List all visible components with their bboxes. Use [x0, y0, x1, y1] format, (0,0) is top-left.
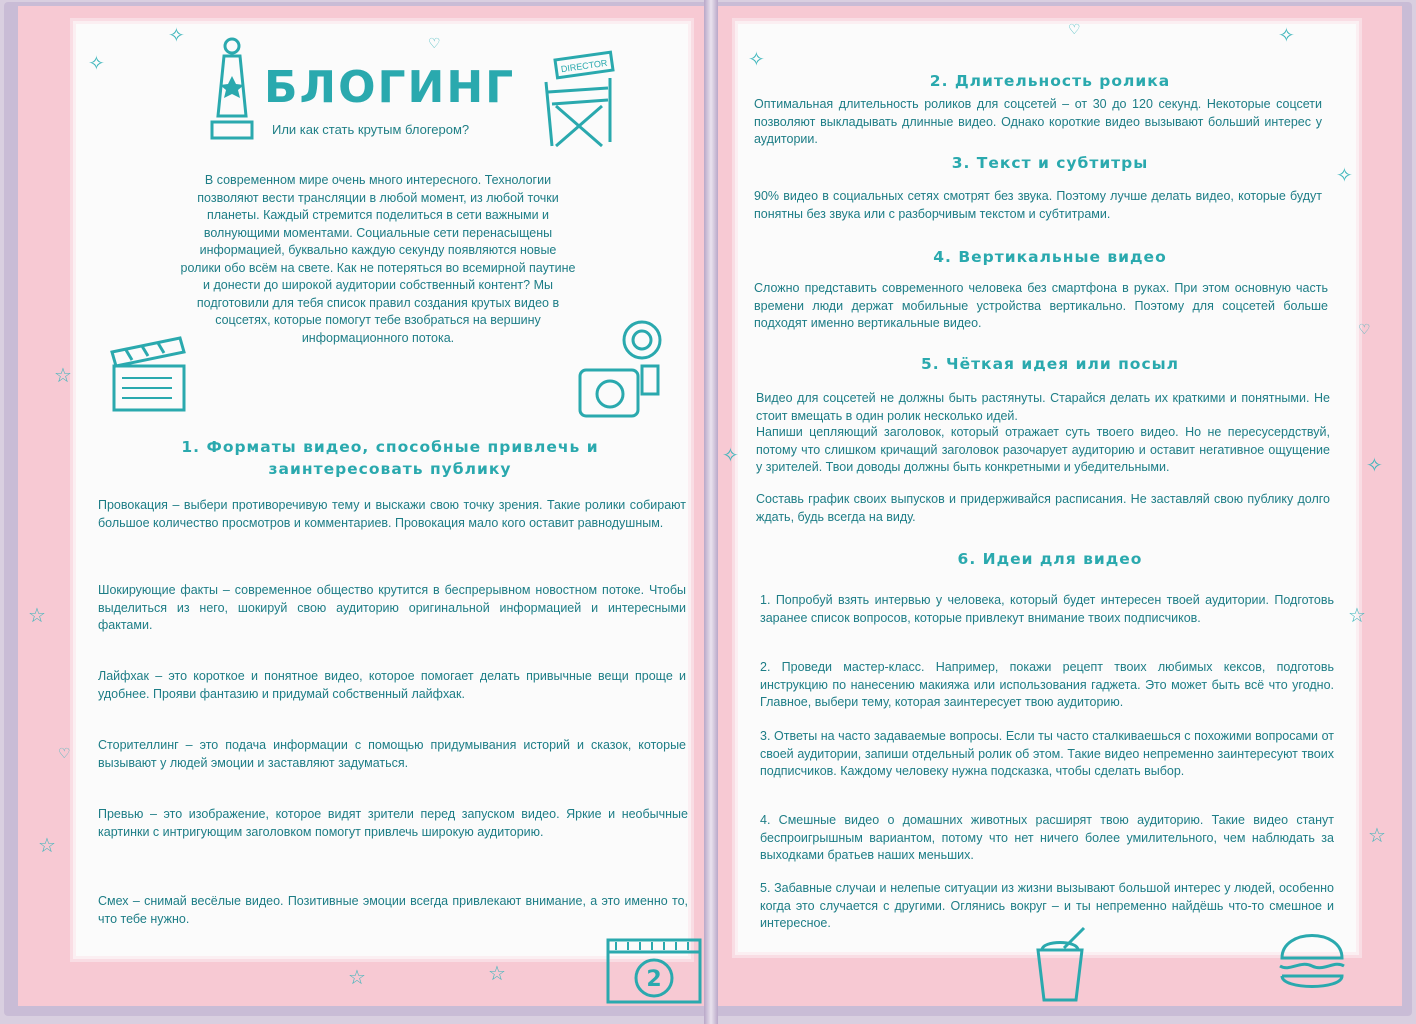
star-icon: ✧: [88, 53, 105, 75]
star-icon: ✧: [168, 25, 185, 47]
burger-icon: [1276, 926, 1348, 998]
star-icon: ✧: [1278, 25, 1295, 47]
page-subtitle: Или как стать крутым блогером?: [272, 122, 470, 137]
format-paragraph: Провокация – выбери противоречивую тему и выскажи свою точку зрения. Такие ролики собирают большое количество просмотров и комментариев. Провокация мало кого оставит равнодушным.: [98, 498, 686, 530]
section-title: 6. Идеи для видео: [957, 550, 1143, 568]
idea-item: 5. Забавные случаи и нелепые ситуации из жизни вызывают большой интерес у людей, особенно когда это случается с другими. Оглянись вокруг – и ты непременно найдёшь что-то смешное и интересное.: [760, 881, 1334, 930]
format-paragraph: Шокирующие факты – современное общество крутится в беспрерывном новостном потоке. Чтобы выделиться из него, шокируй свою аудиторию оригинальной информацией и интересными фактами.: [98, 583, 686, 632]
section-text: 90% видео в социальных сетях смотрят без звука. Поэтому лучше делать видео, которые будут понятны без звука или с разборчивым текстом и субтитрами.: [754, 189, 1322, 221]
director-label: DIRECTOR: [560, 57, 609, 75]
section-text: Составь график своих выпусков и придерживайся расписания. Не заставляй свою публику долго ждать, будь всегда на виду.: [756, 492, 1330, 524]
section-text: Сложно представить современного человека без смартфона в руках. При этом основную часть времени люди держат мобильные устройства вертикально. Поэтому для соцсетей больше подходят именно вертикальные видео.: [754, 281, 1328, 330]
section-text: Напиши цепляющий заголовок, который отражает суть твоего видео. Но не пересусердствуй, потому что слишком кричащий заголовок разочарует аудиторию и оставит негативное ощущение у зрителей. Твои доводы должны быть конкретными и убедительными.: [756, 425, 1330, 474]
section-text: Оптимальная длительность роликов для соцсетей – от 30 до 120 секунд. Некоторые соцсети позволяют выкладывать длинные видео. Однако короткие видео вызывают больший интерес у аудитории.: [754, 97, 1322, 146]
star-icon: ✧: [748, 49, 765, 71]
camera-icon: [576, 318, 672, 422]
section-text: Видео для соцсетей не должны быть растянуты. Старайся делать их краткими и понятными. Не стоит вмещать в один ролик несколько идей.: [756, 391, 1330, 423]
heart-icon: ♡: [428, 35, 441, 51]
section-title: 1. Форматы видео, способные привлечь и заинтересовать публику: [181, 438, 599, 478]
star-icon: ☆: [28, 605, 46, 627]
heart-icon: ♡: [1068, 21, 1081, 37]
film-countdown-icon: [606, 938, 702, 1002]
director-chair-icon: [538, 52, 622, 148]
section-title: 5. Чёткая идея или посыл: [920, 355, 1180, 373]
star-icon: ☆: [1368, 825, 1386, 847]
star-icon: ☆: [488, 963, 506, 985]
intro-text: В современном мире очень много интересного. Технологии позволяют вести трансляции в любой момент, из любой точки планеты. Каждый стремится поделиться в сети важными и волнующими моментами. Социальные сети перенасыщены информацией, буквально каждую секунду появляются новые ролики обо всём на свете. Как не потеряться во всемирной паутине и донести до широкой аудитории собственный контент? Мы подготовили для тебя список правил создания крутых видео в соцсетях, которые помогут тебе взобраться на вершину информационного потока.: [180, 173, 576, 345]
clapperboard-icon: [106, 330, 190, 416]
star-icon: ✧: [722, 445, 739, 467]
trophy-icon: [202, 36, 262, 156]
format-paragraph: Превью – это изображение, которое видят зрители перед запуском видео. Яркие и необычные картинки с интригующим заголовком помогут привлечь широкую аудиторию.: [98, 807, 688, 839]
book-spine: [704, 0, 718, 1024]
star-icon: ☆: [348, 967, 366, 989]
section-title: 2. Длительность ролика: [929, 72, 1171, 90]
idea-item: 1. Попробуй взять интервью у человека, который будет интересен твоей аудитории. Подготовь заранее список вопросов, которые привлекут внимание твоих подписчиков.: [760, 593, 1334, 625]
drink-cup-icon: [1030, 926, 1094, 1002]
format-paragraph: Смех – снимай весёлые видео. Позитивные эмоции всегда привлекают внимание, а это именно то, что тебе нужно.: [98, 894, 688, 926]
format-paragraph: Сторителлинг – это подача информации с помощью придумывания историй и сказок, которые вызывают у людей эмоции и заставляют задуматься.: [98, 738, 686, 770]
page-title: БЛОГИНГ: [264, 62, 516, 113]
idea-item: 2. Проведи мастер-класс. Например, покажи рецепт твоих любимых кексов, подготовь инструкцию по нанесению макияжа или использования гаджета. Это может быть всё что угодно. Главное, выбери тему, которая заинтересует твою аудиторию.: [760, 660, 1334, 709]
heart-icon: ♡: [1358, 321, 1371, 337]
star-icon: ✧: [1336, 165, 1353, 187]
format-paragraph: Лайфхак – это короткое и понятное видео, которое помогает делать привычные вещи проще и удобнее. Прояви фантазию и придумай собственный лайфхак.: [98, 669, 686, 701]
idea-item: 4. Смешные видео о домашних животных расширят твою аудиторию. Такие видео станут беспроигрышным вариантом, потому что нет ничего более умилительного, чем наблюдать за выходками братьев наших меньших.: [760, 813, 1334, 862]
section-title: 4. Вертикальные видео: [933, 248, 1167, 266]
heart-icon: ♡: [58, 745, 71, 761]
idea-item: 3. Ответы на часто задаваемые вопросы. Если ты часто сталкиваешься с похожими вопросами от своей аудитории, запиши отдельный ролик об этом. Такие видео непременно заинтересуют твоих подписчиков. Каждому человеку нужна подсказка, чтобы сделать выбор.: [760, 729, 1334, 778]
star-icon: ☆: [38, 835, 56, 857]
section-title: 3. Текст и субтитры: [951, 154, 1149, 172]
star-icon: ☆: [1348, 605, 1366, 627]
star-icon: ☆: [54, 365, 72, 387]
countdown-number: 2: [646, 967, 662, 992]
star-icon: ✧: [1366, 455, 1383, 477]
